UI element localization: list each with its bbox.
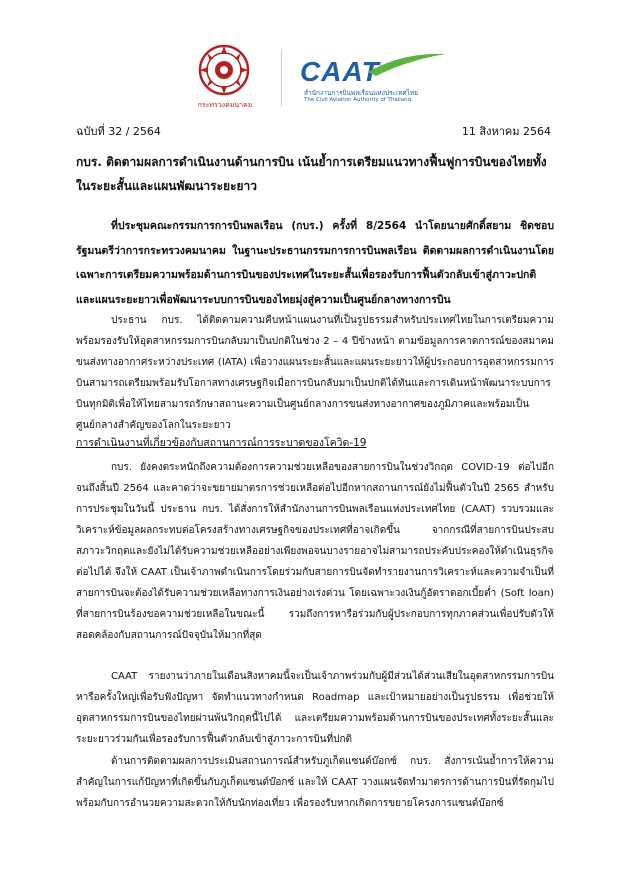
press-release-title: กบร. ติดตามผลการดำเนินงานด้านการบิน เน้นย้ำการเตรียมแนวทางฟื้นฟูการบินของไทยทั้งในระยะสั้นและแผนพัฒนาระยะยาว (76, 155, 547, 193)
section-heading-covid: การดำเนินงานที่เกี่ยวข้องกับสถานการณ์การระบาดของโควิด-19 (76, 437, 367, 449)
lead-paragraph: ที่ประชุมคณะกรรมการการบินพลเรือน (กบร.) ครั้งที่ 8/2564 นำโดยนายศักดิ์สยาม ชิดชอบ รัฐมนตรีว่าการกระทรวงคมนาคม ในฐานะประธานกรรมการการบินพลเรือน ติดตามผลการดำเนินงานโดยเฉพาะการเตรียมความพร้อมด้านการบินของประเทศในระยะสั้นเพื่อรองรับการฟื้นตัวกลับเข้าสู่ภาวะปกติและแผนระยะยาวเพื่อพัฒนาระบบการบินของไทยมุ่งสู่ความเป็นศูนย์กลางทางการบิน (76, 220, 554, 306)
ministry-emblem-icon (198, 42, 250, 98)
caat-acronym: CAAT (300, 56, 380, 87)
logo-divider (281, 50, 282, 106)
issue-date: 11 สิงหาคม 2564 (461, 125, 551, 138)
ministry-name: กระทรวงคมนาคม (197, 101, 253, 109)
document-meta (76, 122, 551, 136)
ministry-of-transport-logo (196, 42, 252, 112)
caat-swoosh-icon (358, 50, 448, 80)
issue-number: ฉบับที่ 32 / 2564 (76, 125, 161, 138)
body-paragraph-4: ด้านการติดตามผลการประเมินสถานการณ์สำหรับภูเก็ตแซนด์บ๊อกซ์ กบร. สั่งการเน้นย้ำการให้ความสำคัญในการแก้ปัญหาที่เกิดขึ้นกับภูเก็ตแซนด์บ๊อกซ์ และให้ CAAT วางแผนจัดทำมาตรการด้านการบินที่รัดกุมไปพร้อมกับการอำนวยความสะดวกให้กับนักท่องเที่ยว เพื่อรองรับหากเกิดการขยายโครงการแซนด์บ๊อกซ์ (76, 756, 554, 809)
body-paragraph-1: ประธาน กบร. ได้ติดตามความคืบหน้าแผนงานที่เป็นรูปธรรมสำหรับประเทศไทยในการเตรียมความพร้อมรองรับให้อุตสาหกรรมการบินกลับมาเป็นปกติในช่วง 2 – 4 ปีข้างหน้า ตามข้อมูลการคาดการณ์ของสมาคมขนส่งทางอากาศระหว่างประเทศ (IATA) เพื่อวางแผนระยะสั้นและแผนระยะยาวให้ผู้ประกอบการอุตสาหกรรมการบินสามารถเตรียมพร้อมรับโอกาสทางเศรษฐกิจเมื่อการบินกลับมาเป็นปกติได้ทันและการเดินหน้าพัฒนาระบบการบินทุกมิติเพื่อให้ไทยสามารถรักษาสถานะความเป็นศูนย์กลางการขนส่งทางอากาศของภูมิภาคและพร้อมเป็นศูนย์กลางสำคัญของโลกในระยะยาว (76, 315, 554, 431)
body-paragraph-2: กบร. ยังคงตระหนักถึงความต้องการความช่วยเหลือของสายการบินในช่วงวิกฤต COVID-19 ต่อไปอีกจนถึงสิ้นปี 2564 และคาดว่าจะขยายมาตรการช่วยเหลือต่อไปอีกหากสถานการณ์ยังไม่ฟื้นตัวในปี 2565 สำหรับการประชุมในวันนี้ ประธาน กบร. ได้สั่งการให้สำนักงานการบินพลเรือนแห่งประเทศไทย (CAAT) รวบรวมและวิเคราะห์ข้อมูลผลกระทบต่อโครงสร้างทางเศรษฐกิจของประเทศที่อาจเกิดขึ้น จากกรณีที่สายการบินประสบสภาวะวิกฤตและยังไม่ได้รับความช่วยเหลืออย่างเพียงพอจนบางรายอาจไม่สามารถประคับประคองให้ดำเนินธุรกิจต่อไปได้ จึงให้ CAAT เป็นเจ้าภาพดำเนินการโดยร่วมกับสายการบินจัดทำรายงานการวิเคราะห์และความจำเป็นที่สายการบินจะต้องได้รับความช่วยเหลือทางการเงินอย่างเร่งด่วน โดยเฉพาะวงเงินกู้อัตราดอกเบี้ยต่ำ (Soft loan) ที่สายการบินร้องขอความช่วยเหลือในขณะนี้ รวมถึงการหารือร่วมกับผู้ประกอบการทุกภาคส่วนเพื่อปรับตัวให้สอดคล้องกับสถานการณ์ปัจจุบันให้มากที่สุด (76, 462, 554, 641)
body-paragraph-3: CAAT รายงานว่าภายในเดือนสิงหาคมนี้จะเป็นเจ้าภาพร่วมกับผู้มีส่วนได้ส่วนเสียในอุตสาหกรรมการบินหารือครั้งใหญ่เพื่อรับฟังปัญหา จัดทำแนวทางกำหนด Roadmap และเป้าหมายอย่างเป็นรูปธรรม เพื่อช่วยให้อุตสาหกรรมการบินของไทยผ่านพ้นวิกฤตนี้ไปได้ และเตรียมความพร้อมด้านการบินของประเทศทั้งระยะสั้นและระยะยาวร่วมกันเพื่อรองรับการฟื้นตัวกลับเข้าสู่ภาวะการบินที่ปกติ (76, 671, 554, 745)
caat-english-name: The Civil Aviation Authority of Thailand (304, 97, 412, 103)
caat-thai-name: สำนักงานการบินพลเรือนแห่งประเทศไทย (304, 89, 418, 97)
caat-logo (296, 50, 446, 110)
